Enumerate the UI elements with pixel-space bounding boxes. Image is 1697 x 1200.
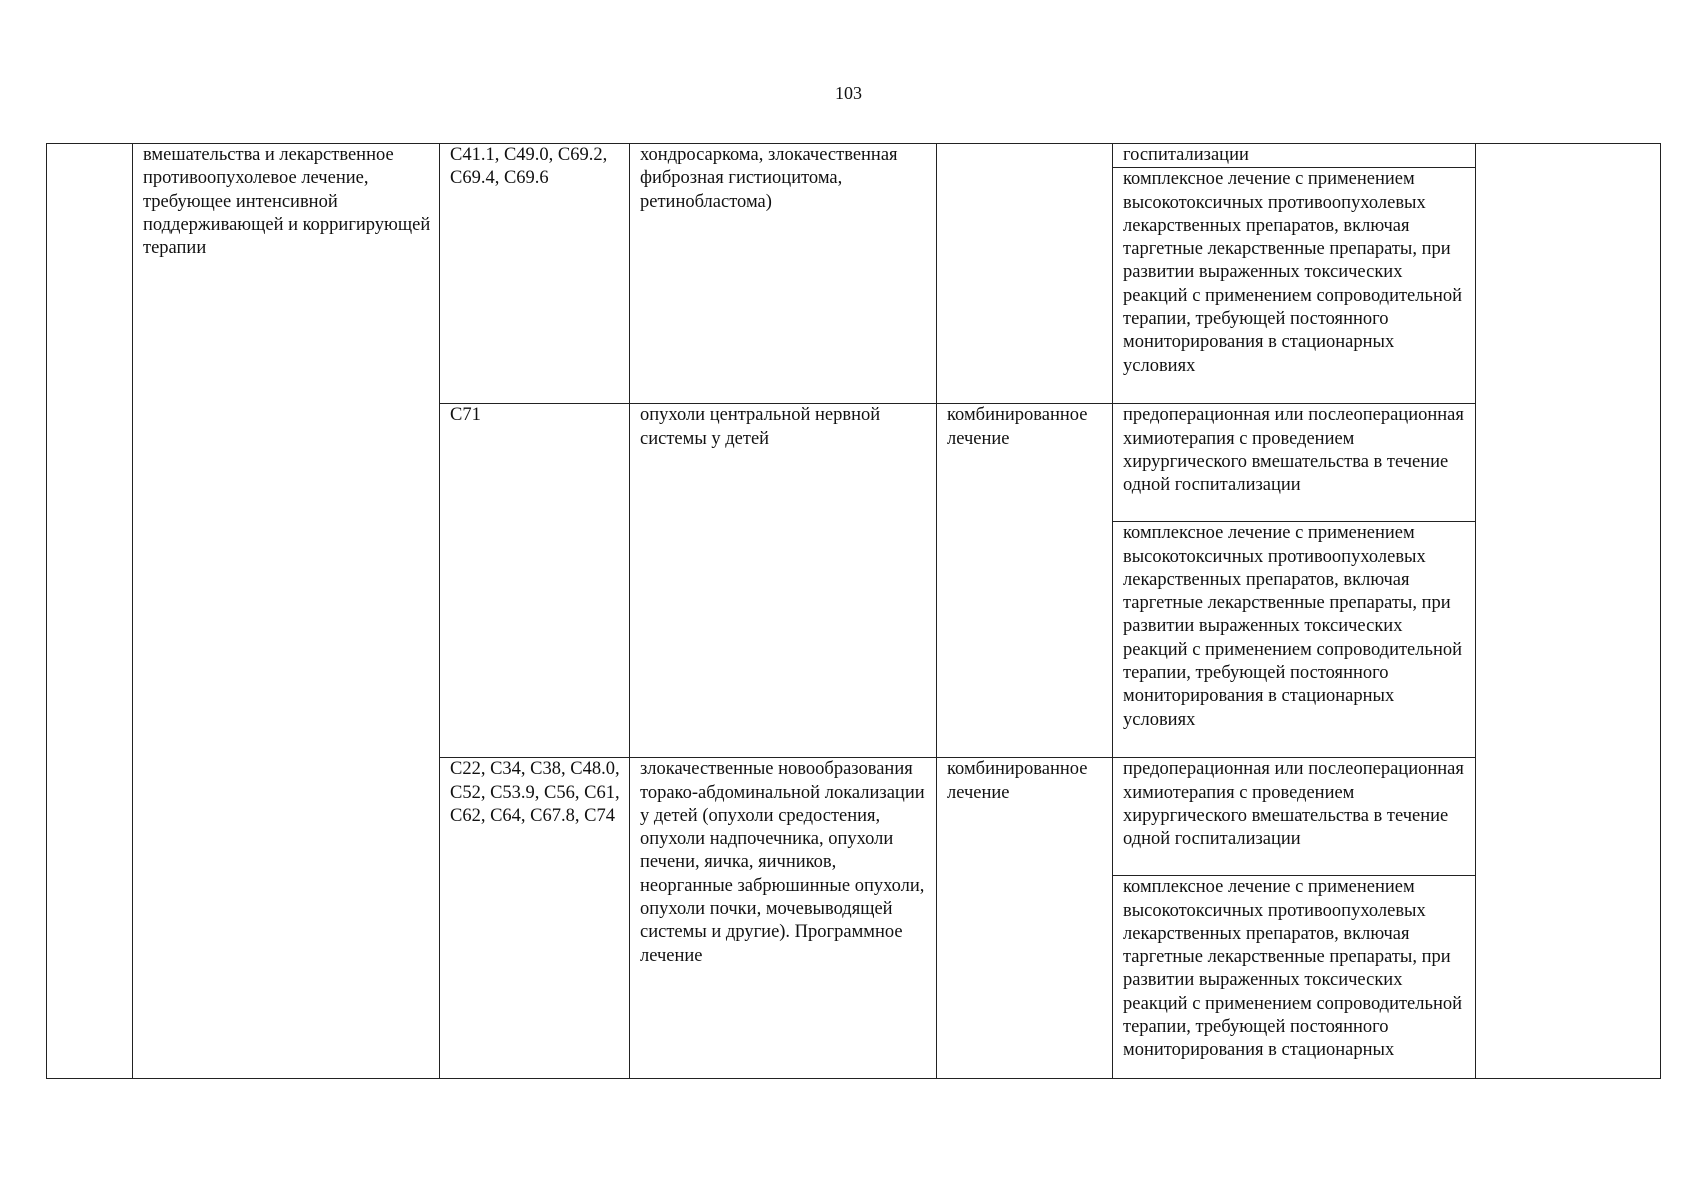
- table-cell-index: [47, 144, 133, 1079]
- treatment-method-text: предоперационная или послеоперационная химиотерапия с проведением хирургического вмешательства в течение одной госпитализации: [1123, 759, 1464, 850]
- table-cell-treatment-type: [937, 144, 1113, 404]
- table-cell-treatment-type: [937, 404, 1113, 758]
- table-cell-last: [1476, 144, 1661, 1079]
- table-cell-method: [1113, 404, 1476, 522]
- table-cell-codes: [440, 404, 630, 758]
- treatment-type-text: комбинированное лечение: [947, 405, 1088, 449]
- table-cell-method: [1113, 144, 1476, 168]
- table-cell-diagnosis: [630, 758, 937, 1079]
- diagnosis-text: злокачественные новообразования торако-абдоминальной локализации у детей (опухоли средостения, опухоли надпочечника, опухоли печени, яичка, яичников, неорганные забрюшинные опухоли, опухоли почки, мочевыводящей системы и другие). Программное лечение: [640, 759, 925, 966]
- intervention-type-text: вмешательства и лекарственное противоопухолевое лечение, требующее интенсивной поддерживающей и корригирующей терапии: [143, 145, 431, 259]
- table-cell-method: [1113, 758, 1476, 876]
- treatment-type-text: комбинированное лечение: [947, 759, 1088, 803]
- medical-care-table: [46, 143, 1661, 1079]
- treatment-method-text: комплексное лечение с применением высокотоксичных противоопухолевых лекарственных препаратов, включая таргетные лекарственные препараты, при развитии выраженных токсических реакций с применением сопроводительной терапии, требующей постоянного мониторирования в стационарных условиях: [1123, 523, 1462, 730]
- page-number: 103: [835, 83, 862, 103]
- table-cell-treatment-type: [937, 758, 1113, 1079]
- diagnosis-text: хондросаркома, злокачественная фиброзная гистиоцитома, ретинобластома): [640, 145, 898, 212]
- table-cell-codes: [440, 758, 630, 1079]
- table-cell-codes: [440, 144, 630, 404]
- table-cell-method: [1113, 522, 1476, 758]
- table-cell-intervention-type: [133, 144, 440, 1079]
- table-cell-diagnosis: [630, 144, 937, 404]
- treatment-method-text: госпитализации: [1123, 145, 1249, 165]
- icd-codes-text: C41.1, C49.0, C69.2, C69.4, C69.6: [450, 145, 608, 189]
- treatment-method-text: предоперационная или послеоперационная химиотерапия с проведением хирургического вмешательства в течение одной госпитализации: [1123, 405, 1464, 496]
- table-cell-method: [1113, 876, 1476, 1079]
- treatment-method-text: комплексное лечение с применением высокотоксичных противоопухолевых лекарственных препаратов, включая таргетные лекарственные препараты, при развитии выраженных токсических реакций с применением сопроводительной терапии, требующей постоянного мониторирования в стационарных: [1123, 877, 1462, 1061]
- table-cell-method: [1113, 168, 1476, 404]
- treatment-method-text: комплексное лечение с применением высокотоксичных противоопухолевых лекарственных препаратов, включая таргетные лекарственные препараты, при развитии выраженных токсических реакций с применением сопроводительной терапии, требующей постоянного мониторирования в стационарных условиях: [1123, 169, 1462, 376]
- icd-codes-text: C22, C34, C38, C48.0, C52, C53.9, C56, C61, C62, C64, C67.8, C74: [450, 759, 620, 826]
- table-cell-diagnosis: [630, 404, 937, 758]
- diagnosis-text: опухоли центральной нервной системы у детей: [640, 405, 881, 449]
- icd-codes-text: C71: [450, 405, 481, 426]
